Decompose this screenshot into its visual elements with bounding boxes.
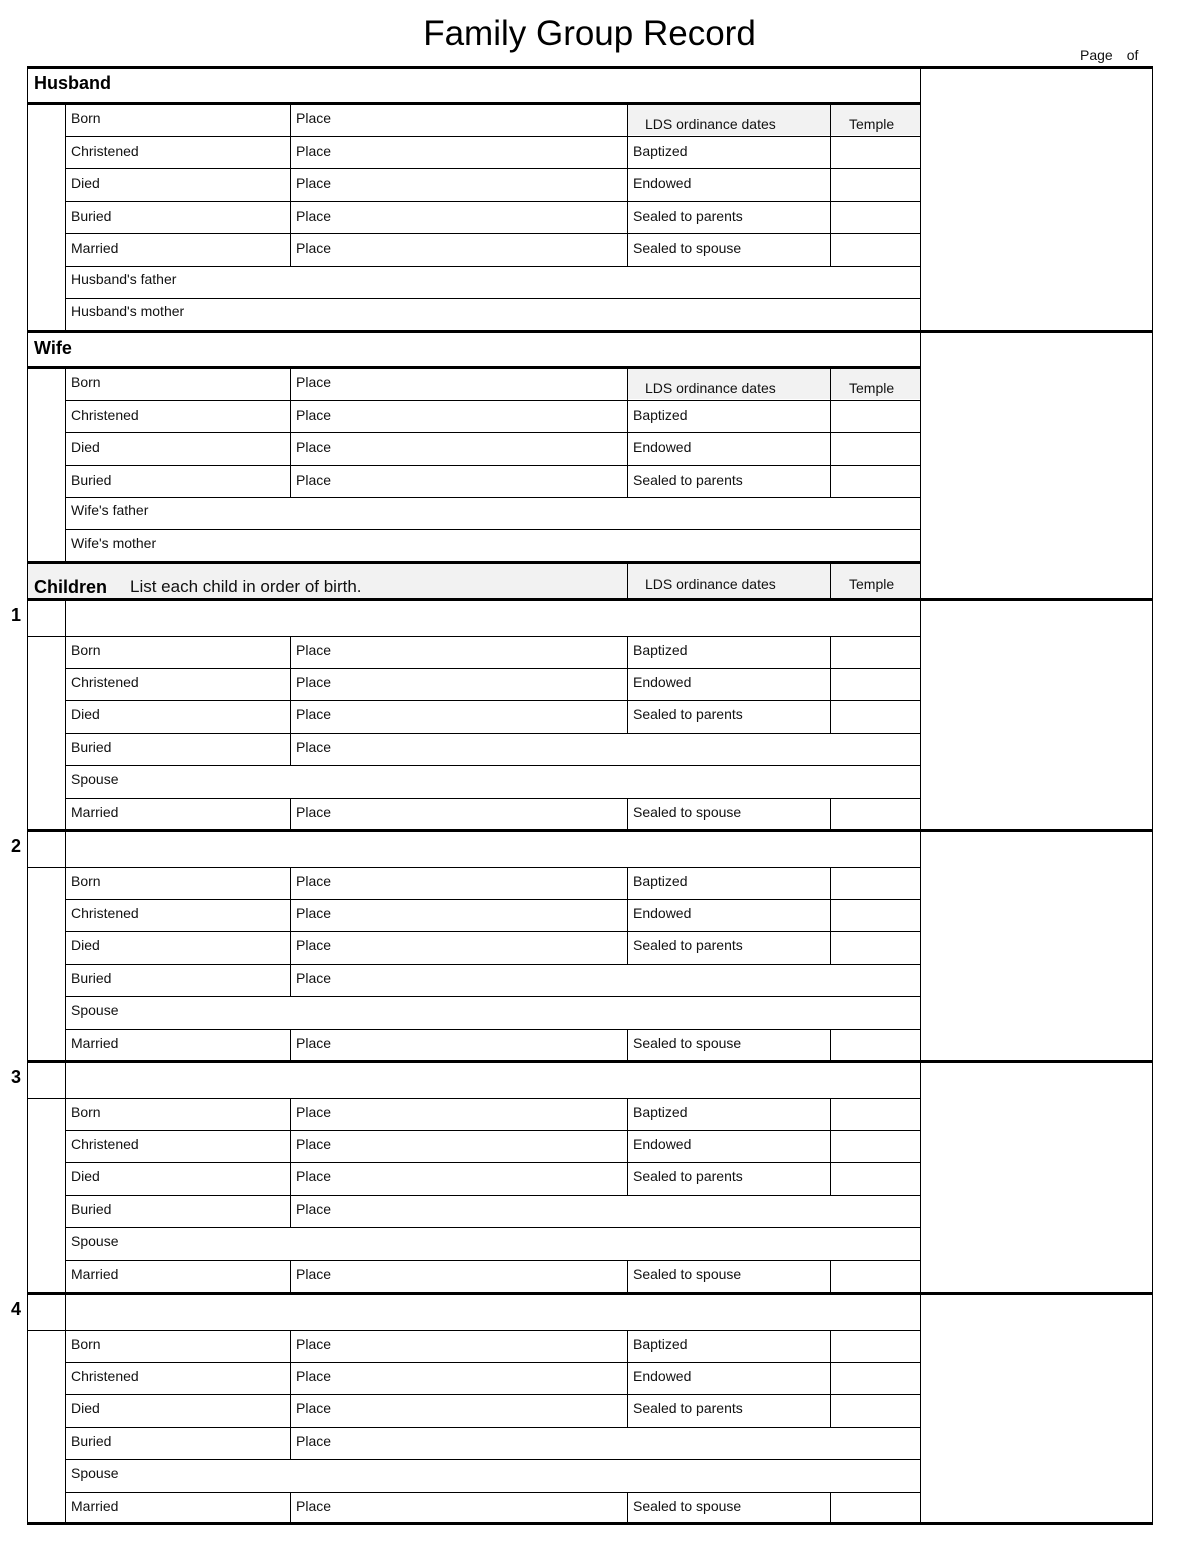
child-christened-field[interactable]: Christened xyxy=(71,905,139,921)
wife-christened-field[interactable]: Christened xyxy=(71,407,139,423)
column-line xyxy=(290,867,291,996)
column-line xyxy=(830,636,831,733)
child-name-line xyxy=(27,636,920,637)
row-line xyxy=(65,1029,920,1030)
temple-header: Temple xyxy=(849,380,895,396)
child-sealed-spouse-field[interactable]: Sealed to spouse xyxy=(633,1266,742,1282)
child-place-field[interactable]: Place xyxy=(296,739,332,755)
child-married-field[interactable]: Married xyxy=(71,804,119,820)
husband-place-field[interactable]: Place xyxy=(296,175,332,191)
child-number: 2 xyxy=(11,836,22,856)
child-sealed-parents-field[interactable]: Sealed to parents xyxy=(633,1168,743,1184)
wife-lds-field[interactable]: Sealed to parents xyxy=(633,472,743,488)
child-place-field[interactable]: Place xyxy=(296,1168,332,1184)
form-frame xyxy=(27,66,1153,1525)
column-line xyxy=(830,867,831,964)
child-buried-field[interactable]: Buried xyxy=(71,970,112,986)
row-line xyxy=(65,266,920,267)
column-line xyxy=(830,367,831,497)
column-line xyxy=(830,798,831,830)
wife-died-field[interactable]: Died xyxy=(71,439,100,455)
child-number: 3 xyxy=(11,1067,22,1087)
husband-place-field[interactable]: Place xyxy=(296,143,332,159)
child-married-field[interactable]: Married xyxy=(71,1035,119,1051)
row-line xyxy=(65,529,920,530)
column-line xyxy=(830,1330,831,1427)
child-buried-field[interactable]: Buried xyxy=(71,739,112,755)
husband-lds-field[interactable]: Baptized xyxy=(633,143,688,159)
wife-place-field[interactable]: Place xyxy=(296,472,332,488)
indent-line xyxy=(65,1293,66,1524)
child-place-field[interactable]: Place xyxy=(296,642,332,658)
child-baptized-field[interactable]: Baptized xyxy=(633,1104,688,1120)
child-christened-field[interactable]: Christened xyxy=(71,1136,139,1152)
lds-ordinance-header: LDS ordinance dates xyxy=(645,576,776,592)
row-line xyxy=(65,1492,920,1493)
form-title: Family Group Record xyxy=(423,14,756,53)
child-place-field[interactable]: Place xyxy=(296,706,332,722)
indent-line xyxy=(65,599,66,830)
child-endowed-field[interactable]: Endowed xyxy=(633,905,692,921)
indent-line xyxy=(65,1061,66,1292)
husbands-father-field[interactable]: Husband's father xyxy=(71,271,177,287)
child-place-field[interactable]: Place xyxy=(296,937,332,953)
child-sealed-spouse-field[interactable]: Sealed to spouse xyxy=(633,1035,742,1051)
child-place-field[interactable]: Place xyxy=(296,804,332,820)
husband-buried-field[interactable]: Buried xyxy=(71,208,112,224)
column-line xyxy=(290,367,291,497)
child-died-field[interactable]: Died xyxy=(71,1400,100,1416)
column-line xyxy=(627,1260,628,1292)
child-place-field[interactable]: Place xyxy=(296,1266,332,1282)
husband-lds-field[interactable]: Sealed to spouse xyxy=(633,240,742,256)
column-line xyxy=(830,103,831,266)
child-name-line xyxy=(27,1098,920,1099)
row-line xyxy=(65,1227,920,1228)
child-born-field[interactable]: Born xyxy=(71,1104,101,1120)
child-buried-field[interactable]: Buried xyxy=(71,1433,112,1449)
child-number: 1 xyxy=(11,605,22,625)
husband-place-field[interactable]: Place xyxy=(296,240,332,256)
child-spouse-field[interactable]: Spouse xyxy=(71,1002,119,1018)
lds-ordinance-header: LDS ordinance dates xyxy=(645,116,776,132)
row-line xyxy=(65,765,920,766)
column-line xyxy=(627,798,628,830)
row-line xyxy=(65,1195,920,1196)
child-place-field[interactable]: Place xyxy=(296,674,332,690)
children-header: Children xyxy=(34,577,108,597)
column-line xyxy=(830,562,831,599)
child-baptized-field[interactable]: Baptized xyxy=(633,642,688,658)
column-line xyxy=(290,1492,291,1524)
child-sealed-spouse-field[interactable]: Sealed to spouse xyxy=(633,1498,742,1514)
temple-header: Temple xyxy=(849,116,895,132)
children-instruction: List each child in order of birth. xyxy=(130,577,362,596)
row-line xyxy=(65,931,920,932)
column-line xyxy=(830,1492,831,1524)
child-spouse-field[interactable]: Spouse xyxy=(71,1233,119,1249)
child-spouse-field[interactable]: Spouse xyxy=(71,1465,119,1481)
child-sealed-parents-field[interactable]: Sealed to parents xyxy=(633,937,743,953)
child-divider xyxy=(27,1292,1152,1295)
row-line xyxy=(65,733,920,734)
child-born-field[interactable]: Born xyxy=(71,873,101,889)
child-number: 4 xyxy=(11,1299,22,1319)
row-line xyxy=(65,700,920,701)
wifes-mother-field[interactable]: Wife's mother xyxy=(71,535,157,551)
row-line xyxy=(65,1130,920,1131)
child-sealed-spouse-field[interactable]: Sealed to spouse xyxy=(633,804,742,820)
row-line xyxy=(65,964,920,965)
child-place-field[interactable]: Place xyxy=(296,905,332,921)
column-line xyxy=(830,1098,831,1195)
child-place-field[interactable]: Place xyxy=(296,1104,332,1120)
row-line xyxy=(65,1459,920,1460)
child-divider xyxy=(27,598,1152,601)
column-line xyxy=(627,1029,628,1061)
child-endowed-field[interactable]: Endowed xyxy=(633,1136,692,1152)
child-married-field[interactable]: Married xyxy=(71,1266,119,1282)
column-line xyxy=(627,636,628,733)
wife-place-field[interactable]: Place xyxy=(296,374,332,390)
child-place-field[interactable]: Place xyxy=(296,1433,332,1449)
wife-place-field[interactable]: Place xyxy=(296,407,332,423)
child-married-field[interactable]: Married xyxy=(71,1498,119,1514)
child-born-field[interactable]: Born xyxy=(71,1336,101,1352)
child-place-field[interactable]: Place xyxy=(296,970,332,986)
column-line xyxy=(290,798,291,830)
child-christened-field[interactable]: Christened xyxy=(71,674,139,690)
page-label: Page xyxy=(1080,47,1113,63)
temple-header: Temple xyxy=(849,576,895,592)
row-line xyxy=(65,400,920,401)
child-baptized-field[interactable]: Baptized xyxy=(633,873,688,889)
row-line xyxy=(65,1427,920,1428)
row-line xyxy=(65,1260,920,1261)
child-spouse-field[interactable]: Spouse xyxy=(71,771,119,787)
row-line xyxy=(65,668,920,669)
child-place-field[interactable]: Place xyxy=(296,1336,332,1352)
notes-column-line xyxy=(920,66,921,1525)
row-line xyxy=(65,497,920,498)
child-name-line xyxy=(27,1330,920,1331)
child-died-field[interactable]: Died xyxy=(71,706,100,722)
child-name-line xyxy=(27,867,920,868)
husband-header: Husband xyxy=(34,73,112,93)
column-line xyxy=(627,103,628,266)
row-line xyxy=(65,899,920,900)
child-baptized-field[interactable]: Baptized xyxy=(633,1336,688,1352)
column-line xyxy=(290,103,291,266)
child-place-field[interactable]: Place xyxy=(296,873,332,889)
husband-place-field[interactable]: Place xyxy=(296,110,332,126)
child-sealed-parents-field[interactable]: Sealed to parents xyxy=(633,1400,743,1416)
child-place-field[interactable]: Place xyxy=(296,1201,332,1217)
husband-lds-field[interactable]: Sealed to parents xyxy=(633,208,743,224)
column-line xyxy=(627,1330,628,1427)
child-born-field[interactable]: Born xyxy=(71,642,101,658)
column-line xyxy=(290,636,291,765)
row-line xyxy=(65,1362,920,1363)
child-place-field[interactable]: Place xyxy=(296,1368,332,1384)
indent-line xyxy=(65,830,66,1061)
child-sealed-parents-field[interactable]: Sealed to parents xyxy=(633,706,743,722)
indent-line xyxy=(65,103,66,331)
row-line xyxy=(65,233,920,234)
child-christened-field[interactable]: Christened xyxy=(71,1368,139,1384)
wife-born-field[interactable]: Born xyxy=(71,374,101,390)
husbands-mother-field[interactable]: Husband's mother xyxy=(71,303,185,319)
child-place-field[interactable]: Place xyxy=(296,1035,332,1051)
column-line xyxy=(627,1492,628,1524)
wife-place-field[interactable]: Place xyxy=(296,439,332,455)
child-divider xyxy=(27,1060,1152,1063)
column-line xyxy=(830,1260,831,1292)
row-line xyxy=(65,432,920,433)
column-line xyxy=(290,1260,291,1292)
child-endowed-field[interactable]: Endowed xyxy=(633,674,692,690)
husband-place-field[interactable]: Place xyxy=(296,208,332,224)
husband-lds-field[interactable]: Endowed xyxy=(633,175,692,191)
row-line xyxy=(65,1162,920,1163)
lds-ordinance-header: LDS ordinance dates xyxy=(645,380,776,396)
child-divider xyxy=(27,829,1152,832)
wifes-father-field[interactable]: Wife's father xyxy=(71,502,149,518)
section-divider xyxy=(27,330,1152,333)
row-line xyxy=(65,996,920,997)
husband-died-field[interactable]: Died xyxy=(71,175,100,191)
column-line xyxy=(627,367,628,497)
husband-christened-field[interactable]: Christened xyxy=(71,143,139,159)
row-line xyxy=(65,136,920,137)
child-died-field[interactable]: Died xyxy=(71,1168,100,1184)
child-endowed-field[interactable]: Endowed xyxy=(633,1368,692,1384)
of-label: of xyxy=(1126,47,1139,63)
row-line xyxy=(65,298,920,299)
wife-header: Wife xyxy=(34,338,72,358)
child-died-field[interactable]: Died xyxy=(71,937,100,953)
column-line xyxy=(290,1098,291,1227)
wife-lds-field[interactable]: Endowed xyxy=(633,439,692,455)
column-line xyxy=(627,562,628,599)
child-place-field[interactable]: Place xyxy=(296,1136,332,1152)
wife-lds-field[interactable]: Baptized xyxy=(633,407,688,423)
indent-line xyxy=(65,367,66,562)
column-line xyxy=(627,867,628,964)
child-place-field[interactable]: Place xyxy=(296,1498,332,1514)
row-line xyxy=(65,798,920,799)
husband-married-field[interactable]: Married xyxy=(71,240,119,256)
child-place-field[interactable]: Place xyxy=(296,1400,332,1416)
row-line xyxy=(65,1394,920,1395)
wife-buried-field[interactable]: Buried xyxy=(71,472,112,488)
row-line xyxy=(65,201,920,202)
husband-born-field[interactable]: Born xyxy=(71,110,101,126)
page-number-field xyxy=(1080,47,1152,63)
column-line xyxy=(290,1330,291,1459)
column-line xyxy=(627,1098,628,1195)
column-line xyxy=(290,1029,291,1061)
child-buried-field[interactable]: Buried xyxy=(71,1201,112,1217)
column-line xyxy=(830,1029,831,1061)
row-line xyxy=(65,465,920,466)
row-line xyxy=(65,168,920,169)
